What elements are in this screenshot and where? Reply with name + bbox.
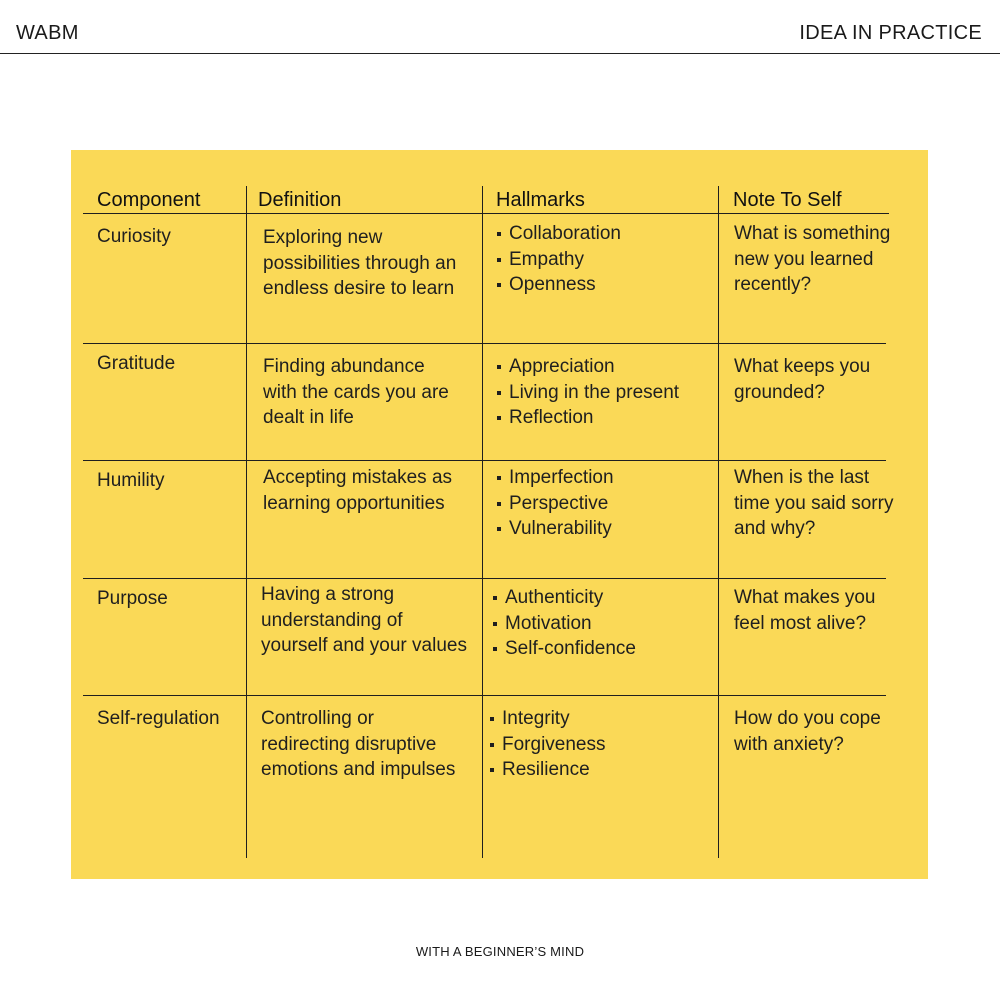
hallmark-item: Imperfection xyxy=(496,465,614,491)
table-panel xyxy=(71,150,928,879)
definition-line: Controlling or xyxy=(261,708,374,729)
note-line: new you learned xyxy=(734,248,874,270)
definition-line: Finding abundance xyxy=(263,356,425,377)
definition-cell xyxy=(261,582,467,659)
column-divider xyxy=(718,186,719,858)
definition-line: Exploring new xyxy=(263,227,383,248)
hallmark-item: Authenticity xyxy=(492,585,636,611)
hallmark-item: Appreciation xyxy=(496,354,679,380)
definition-line: emotions and impulses xyxy=(261,759,456,780)
column-header-note: Note To Self xyxy=(733,189,842,211)
column-header-definition: Definition xyxy=(258,189,342,211)
component-cell: Curiosity xyxy=(97,226,171,247)
brand-label: WABM xyxy=(16,22,79,44)
hallmarks-list xyxy=(492,585,636,662)
definition-line: learning opportunities xyxy=(263,492,445,514)
hallmarks-list xyxy=(496,221,621,298)
note-line: When is the last xyxy=(734,467,870,488)
column-header-hallmarks: Hallmarks xyxy=(496,189,585,211)
footer-tagline: WITH A BEGINNER’S MIND xyxy=(415,944,585,959)
definition-line: possibilities through an xyxy=(263,252,457,274)
row-divider xyxy=(83,460,886,461)
definition-line: Accepting mistakes as xyxy=(263,467,453,488)
row-divider xyxy=(83,695,886,696)
component-cell: Self-regulation xyxy=(97,708,220,729)
definition-line: Having a strong xyxy=(261,584,395,605)
row-divider xyxy=(83,343,886,344)
component-cell: Humility xyxy=(97,470,165,491)
note-cell xyxy=(734,221,890,298)
hallmark-item: Perspective xyxy=(496,491,614,517)
header-rule xyxy=(83,213,889,214)
hallmark-item: Empathy xyxy=(496,247,621,273)
hallmark-item: Motivation xyxy=(492,611,636,637)
component-cell: Gratitude xyxy=(97,353,176,374)
note-line: time you said sorry xyxy=(734,492,894,514)
hallmarks-list xyxy=(496,465,614,542)
note-cell xyxy=(734,585,876,636)
note-line: What makes you xyxy=(734,587,876,608)
hallmark-item: Collaboration xyxy=(496,221,621,247)
definition-cell xyxy=(263,225,456,302)
header-divider xyxy=(0,53,1000,54)
definition-cell xyxy=(263,354,449,431)
definition-line: with the cards you are xyxy=(263,381,449,403)
note-line: feel most alive? xyxy=(734,612,867,634)
note-line: What keeps you xyxy=(734,356,871,377)
hallmark-item: Living in the present xyxy=(496,380,679,406)
definition-line: endless desire to learn xyxy=(263,278,455,299)
definition-line: yourself and your values xyxy=(261,635,467,656)
note-line: recently? xyxy=(734,274,812,295)
hallmarks-list xyxy=(496,354,679,431)
note-cell xyxy=(734,465,893,542)
hallmark-item: Vulnerability xyxy=(496,516,614,542)
row-divider xyxy=(83,578,886,579)
definition-line: understanding of xyxy=(261,609,403,631)
column-header-component: Component xyxy=(97,189,201,211)
hallmark-item: Self-confidence xyxy=(492,636,636,662)
hallmark-item: Resilience xyxy=(489,757,606,783)
hallmark-item: Reflection xyxy=(496,405,679,431)
definition-cell xyxy=(261,706,455,783)
hallmark-item: Integrity xyxy=(489,706,606,732)
note-line: and why? xyxy=(734,518,816,539)
note-line: grounded? xyxy=(734,381,825,403)
hallmark-item: Openness xyxy=(496,272,621,298)
note-line: with anxiety? xyxy=(734,733,844,755)
definition-line: redirecting disruptive xyxy=(261,733,437,755)
component-cell: Purpose xyxy=(97,588,168,609)
note-line: What is something xyxy=(734,223,891,244)
note-cell xyxy=(734,354,870,405)
hallmark-item: Forgiveness xyxy=(489,732,606,758)
note-line: How do you cope xyxy=(734,708,881,729)
hallmarks-list xyxy=(489,706,606,783)
section-label: IDEA IN PRACTICE xyxy=(799,22,982,44)
definition-cell xyxy=(263,465,452,516)
column-divider xyxy=(482,186,483,858)
note-cell xyxy=(734,706,881,757)
column-divider xyxy=(246,186,247,858)
definition-line: dealt in life xyxy=(263,407,354,428)
